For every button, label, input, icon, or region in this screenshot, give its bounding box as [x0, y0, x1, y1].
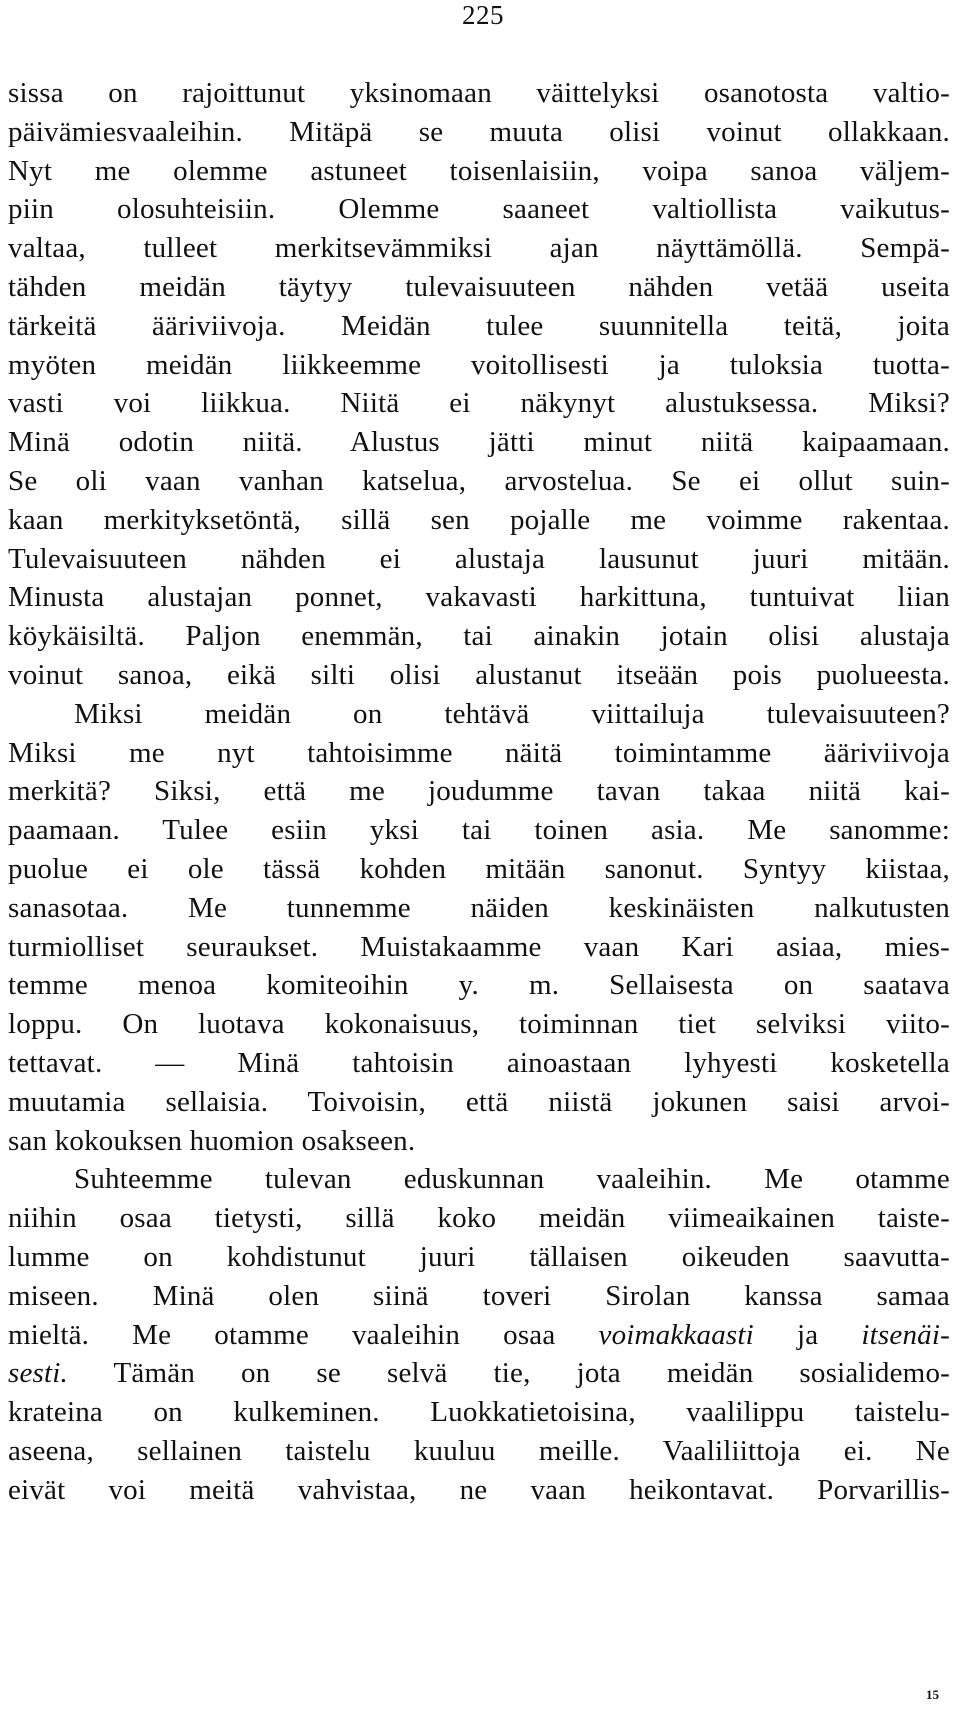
text-line-25: loppu. On luotava kokonaisuus, toiminnan tiet selviksi viito-	[8, 1008, 950, 1041]
text-line-12: kaan merkityksetöntä, sillä sen pojalle me voimme rakentaa.	[8, 503, 950, 536]
text-line-30: niihin osaa tietysti, sillä koko meidän viimeaikainen taiste-	[8, 1202, 950, 1235]
text-line-31: lumme on kohdistunut juuri tällaisen oikeuden saavutta-	[8, 1240, 950, 1273]
text-line-13: Tulevaisuuteen nähden ei alustaja lausunut juuri mitään.	[8, 542, 950, 575]
text-line-10: Minä odotin niitä. Alustus jätti minut niitä kaipaamaan.	[8, 426, 950, 459]
text-line-36: aseena, sellainen taistelu kuuluu meille. Vaaliliittoja ei. Ne	[8, 1434, 950, 1467]
text-line-29: Suhteemme tulevan eduskunnan vaaleihin. Me otamme	[74, 1163, 950, 1196]
text-line-21: puolue ei ole tässä kohden mitään sanonut. Syntyy kiistaa,	[8, 852, 950, 885]
text-line-15: köykäisiltä. Paljon enemmän, tai ainakin jotain olisi alustaja	[8, 620, 950, 653]
text-line-2: päivämiesvaaleihin. Mitäpä se muuta olisi voinut ollakkaan.	[8, 115, 950, 148]
text-line-33-part-2: ja	[797, 1318, 819, 1351]
page-number-text: 225	[462, 0, 504, 30]
text-line-33-part-1: mieltä. Me otamme vaaleihin osaa	[8, 1318, 556, 1351]
text-line-17: Miksi meidän on tehtävä viittailuja tulevaisuuteen?	[74, 697, 950, 730]
text-line-11: Se oli vaan vanhan katselua, arvostelua. Se ei ollut suin-	[8, 464, 950, 497]
text-line-37: eivät voi meitä vahvistaa, ne vaan heikontavat. Porvarillis-	[8, 1473, 950, 1506]
text-line-27: muutamia sellaisia. Toivoisin, että niistä jokunen saisi arvoi-	[8, 1085, 950, 1118]
text-line-26: tettavat. — Minä tahtoisin ainoastaan lyhyesti kosketella	[8, 1046, 950, 1079]
text-line-16: voinut sanoa, eikä silti olisi alustanut itseään pois puolueesta.	[8, 658, 950, 691]
text-line-18: Miksi me nyt tahtoisimme näitä toimintamme ääriviivoja	[8, 736, 950, 769]
body-text	[8, 74, 950, 1509]
text-line-23: turmiolliset seuraukset. Muistakaamme vaan Kari asiaa, mies-	[8, 930, 950, 963]
text-line-6: tähden meidän täytyy tulevaisuuteen nähden vetää useita	[8, 270, 950, 303]
emphasis-itsenaisesti-end: sesti.	[8, 1357, 69, 1390]
text-line-35: krateina on kulkeminen. Luokkatietoisina, vaalilippu taistelu-	[8, 1396, 950, 1429]
emphasis-voimakkaasti: voimakkaasti	[598, 1318, 754, 1351]
page-number	[0, 0, 960, 30]
text-line-32: miseen. Minä olen siinä toveri Sirolan kanssa samaa	[8, 1279, 950, 1312]
text-line-1: sissa on rajoittunut yksinomaan väittelyksi osanotosta valtio-	[8, 77, 950, 109]
text-line-7: tärkeitä ääriviivoja. Meidän tulee suunnitella teitä, joita	[8, 309, 950, 342]
text-line-4: piin olosuhteisiin. Olemme saaneet valtiollista vaikutus-	[8, 193, 950, 226]
text-line-20: paamaan. Tulee esiin yksi tai toinen asia. Me sanomme:	[8, 814, 950, 847]
text-line-28: san kokouksen huomion osakseen.	[8, 1124, 416, 1157]
text-line-3: Nyt me olemme astuneet toisenlaisiin, voipa sanoa väljem-	[8, 154, 950, 187]
text-line-5: valtaa, tulleet merkitsevämmiksi ajan näyttämöllä. Sempä-	[8, 232, 950, 265]
text-line-9: vasti voi liikkua. Niitä ei näkynyt alustuksessa. Miksi?	[8, 387, 950, 420]
emphasis-itsenaisesti-start: itsenäi-	[861, 1318, 950, 1351]
text-line-14: Minusta alustajan ponnet, vakavasti harkittuna, tuntuivat liian	[8, 581, 950, 614]
printer-signature-mark: 15	[926, 1687, 939, 1702]
text-line-8: myöten meidän liikkeemme voitollisesti ja tuloksia tuotta-	[8, 348, 950, 381]
text-line-22: sanasotaa. Me tunnemme näiden keskinäisten nalkutusten	[8, 891, 950, 924]
text-line-34	[8, 1354, 950, 1393]
text-line-33	[8, 1316, 950, 1355]
text-line-34-rest: Tämän on se selvä tie, jota meidän sosialidemo-	[113, 1357, 951, 1390]
text-line-24: temme menoa komiteoihin y. m. Sellaisesta on saatava	[8, 969, 950, 1002]
text-line-19: merkitä? Siksi, että me joudumme tavan takaa niitä kai-	[8, 775, 950, 808]
